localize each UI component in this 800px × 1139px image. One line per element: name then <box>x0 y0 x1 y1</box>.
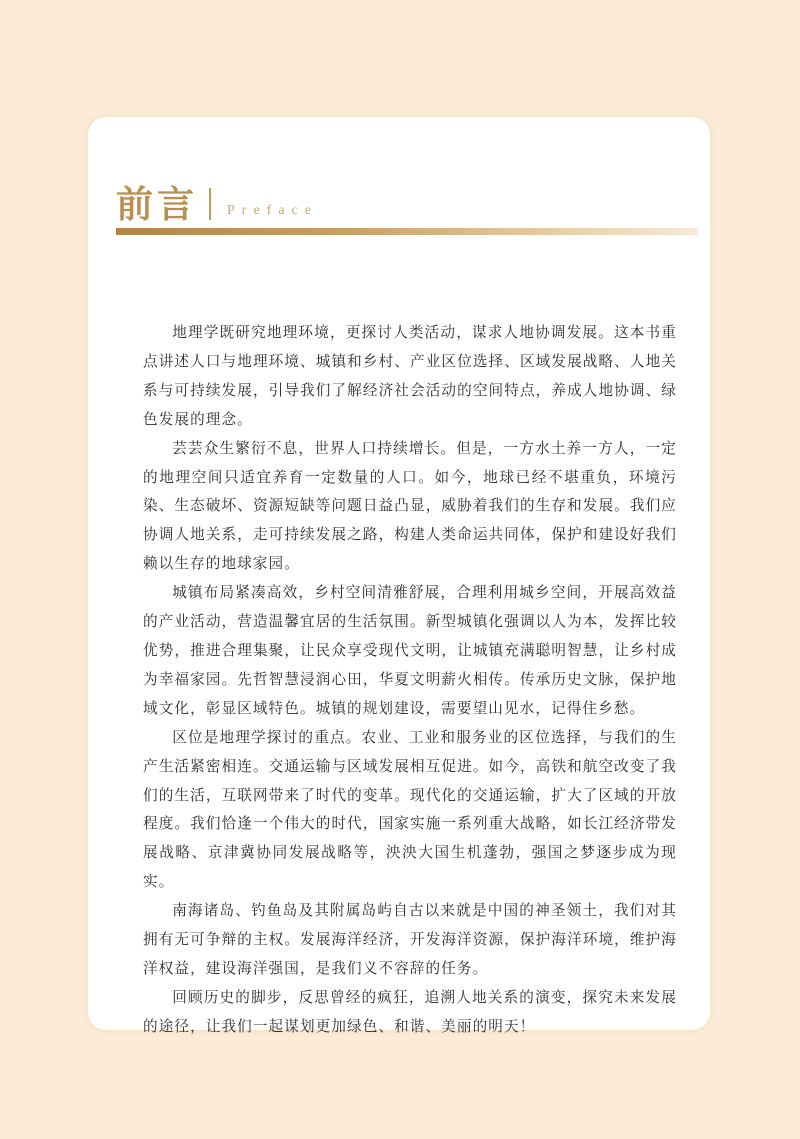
preface-body <box>143 319 677 1042</box>
title-underline-rule <box>116 228 698 235</box>
paragraph-6: 回顾历史的脚步，反思曾经的疯狂，追溯人地关系的演变，探究未来发展的途径，让我们一起谋划更加绿色、和谐、美丽的明天！ <box>143 988 677 1035</box>
paragraph-1: 地理学既研究地理环境，更探讨人类活动，谋求人地协调发展。这本书重点讲述人口与地理环境、城镇和乡村、产业区位选择、区域发展战略、人地关系与可持续发展，引导我们了解经济社会活动的空间特点，养成人地协调、绿色发展的理念。 <box>143 324 677 428</box>
title-divider <box>209 188 211 220</box>
paragraph-4: 区位是地理学探讨的重点。农业、工业和服务业的区位选择，与我们的生产生活紧密相连。交通运输与区域发展相互促进。如今，高铁和航空改变了我们的生活，互联网带来了时代的变革。现代化的交通运输，扩大了区域的开放程度。我们恰逢一个伟大的时代，国家实施一系列重大战略，如长江经济带发展战略、京津冀协同发展战略等，泱泱大国生机蓬勃，强国之梦逐步成为现实。 <box>143 728 677 891</box>
page-subtitle: Preface <box>227 203 318 218</box>
preface-header <box>116 181 676 229</box>
paragraph-3: 城镇布局紧凑高效，乡村空间清雅舒展，合理利用城乡空间，开展高效益的产业活动，营造温馨宜居的生活氛围。新型城镇化强调以人为本，发挥比较优势，推进合理集聚，让民众享受现代文明，让城镇充满聪明智慧，让乡村成为幸福家园。先哲智慧浸润心田，华夏文明薪火相传。传承历史文脉，保护地域文化，彰显区域特色。城镇的规划建设，需要望山见水，记得住乡愁。 <box>143 584 677 717</box>
preface-card <box>88 117 710 1035</box>
paragraph-2: 芸芸众生繁衍不息，世界人口持续增长。但是，一方水土养一方人，一定的地理空间只适宜养育一定数量的人口。如今，地球已经不堪重负，环境污染、生态破坏、资源短缺等问题日益凸显，威胁着我们的生存和发展。我们应协调人地关系，走可持续发展之路，构建人类命运共同体，保护和建设好我们赖以生存的地球家园。 <box>143 439 677 573</box>
page-title: 前言 <box>116 182 198 226</box>
paragraph-5: 南海诸岛、钓鱼岛及其附属岛屿自古以来就是中国的神圣领土，我们对其拥有无可争辩的主权。发展海洋经济，开发海洋资源，保护海洋环境，维护海洋权益，建设海洋强国，是我们义不容辞的任务。 <box>143 902 677 977</box>
